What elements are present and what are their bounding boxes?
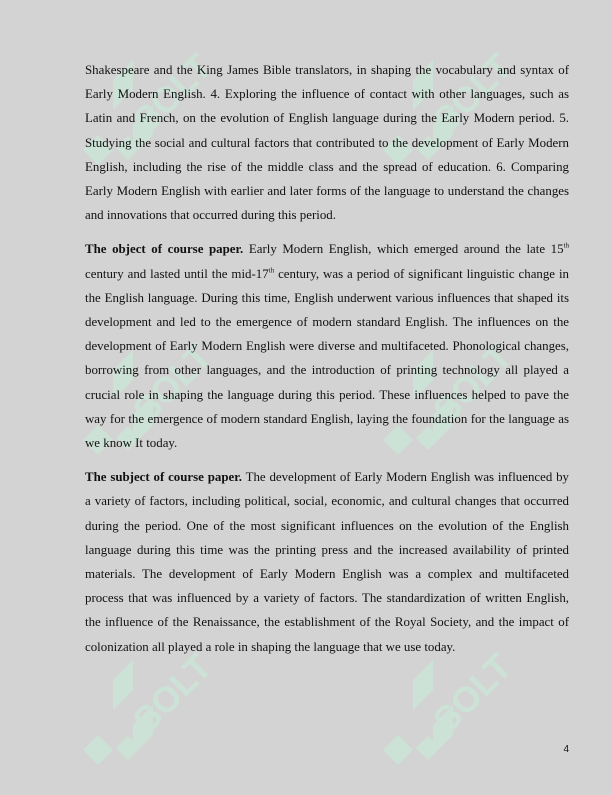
superscript: th (563, 242, 569, 251)
svg-text:SOLT: SOLT (124, 645, 220, 741)
svg-text:SOLT: SOLT (424, 335, 520, 431)
paragraph-text: century, was a period of significant linguistic change in the English language. During this time, English underwent various influences that shaped its development and led to the emergence of modern standard English. The influences on the development of Early Modern English were diverse and multifaceted. Phonological changes, borrowing from other languages, and the introduction of printing technology all played a crucial role in shaping the language during this period. These influences helped to pave the way for the emergence of modern standard English, laying the foundation for the language as we know It today. (85, 266, 569, 451)
svg-text:SOLT: SOLT (424, 45, 520, 141)
paragraph-heading: The subject of course paper. (85, 470, 242, 485)
superscript: th (268, 266, 275, 275)
paragraph-text: Early Modern English, which emerged around the late 15 (243, 242, 564, 257)
svg-text:SOLT: SOLT (424, 645, 520, 741)
paragraph-aims-continued (85, 58, 569, 227)
svg-text:SOLT: SOLT (124, 45, 220, 141)
paragraph-text: The development of Early Modern English was influenced by a variety of factors, including political, social, economic, and cultural changes that occurred during the period. One of the most significant influences on the evolution of the English language during this time was the printing press and the increased availability of printed materials. The development of Early Modern English was a complex and multifaceted process that was influenced by a variety of factors. The standardization of written English, the influence of the Renaissance, the establishment of the Royal Society, and the impact of colonization all played a role in shaping the language that we use today. (85, 470, 570, 654)
paragraph-heading: The object of course paper. (85, 242, 244, 257)
page-number: 4 (563, 744, 569, 755)
svg-text:SOLT: SOLT (124, 335, 220, 431)
paragraph-text: Shakespeare and the King James Bible translators, in shaping the vocabulary and syntax of Early Modern English. 4. Exploring the influence of contact with other languages, such as Latin and French, on the evolution of English language during the Early Modern period. 5. Studying the social and cultural factors that contributed to the development of Early Modern English, including the rise of the middle class and the spread of education. 6. Comparing Early Modern English with earlier and later forms of the language to understand the changes and innovations that occurred during this period. (85, 63, 569, 223)
paragraph-subject (85, 465, 569, 659)
document-body (85, 58, 569, 669)
paragraph-object (85, 237, 569, 455)
paragraph-text: century and lasted until the mid-17 (85, 266, 269, 281)
